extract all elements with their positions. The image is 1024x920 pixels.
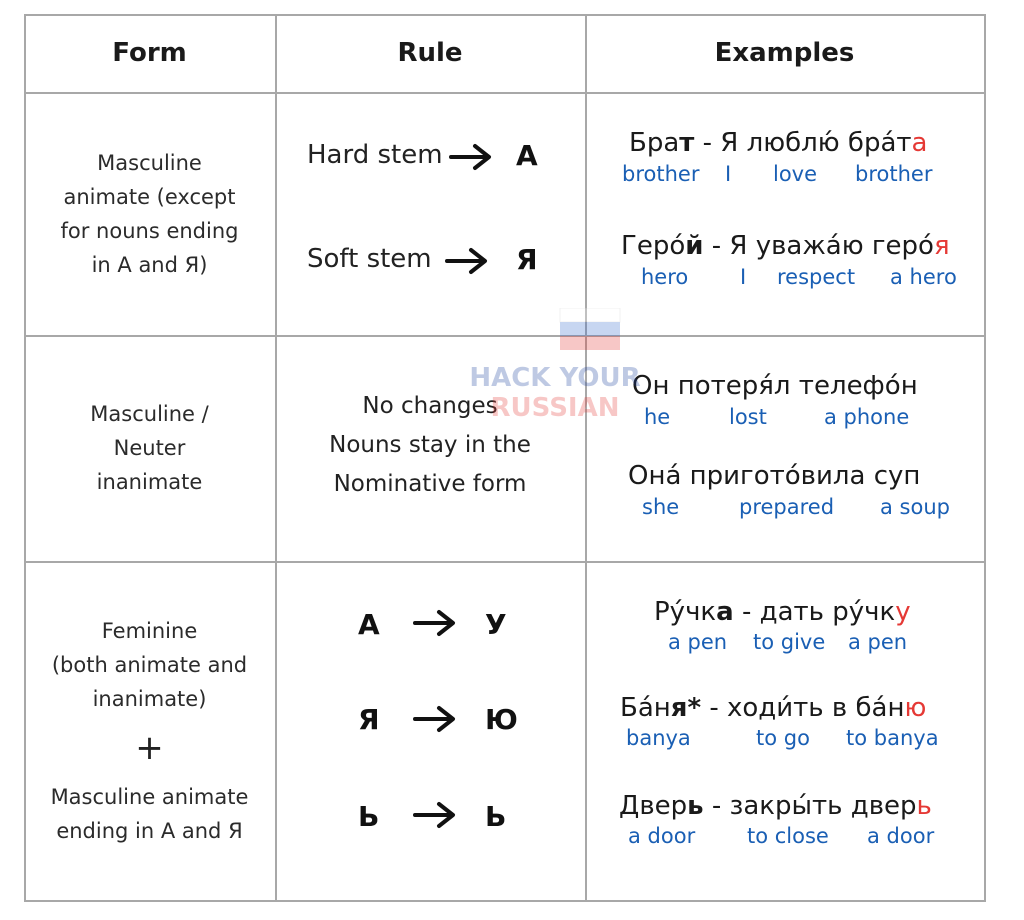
watermark-line: HACK YOUR — [469, 363, 641, 393]
gloss: he — [644, 405, 671, 429]
arrow-right-icon — [413, 800, 457, 830]
gloss: to close — [747, 824, 829, 848]
header-examples: Examples — [714, 38, 855, 68]
form-cell-inanimate — [24, 335, 275, 561]
gloss: respect — [777, 265, 856, 289]
example-sentence: Геро́й - Я уважа́ю геро́я — [621, 231, 950, 261]
form-line: for nouns ending — [60, 218, 239, 243]
gloss: love — [773, 162, 818, 186]
form-line: Masculine / — [90, 402, 209, 426]
gloss: a door — [628, 824, 696, 848]
grid-line — [24, 900, 986, 902]
gloss: brother — [622, 162, 700, 186]
gloss: to go — [756, 726, 810, 750]
example-sentence: Ру́чка - дать ру́чку — [654, 597, 911, 627]
rule-result-letter: А — [516, 139, 538, 172]
rule-from-letter: Ь — [358, 800, 380, 833]
arrow-right-icon — [445, 246, 489, 276]
rule-result-letter: Я — [516, 243, 538, 276]
gloss: brother — [855, 162, 933, 186]
gloss: a door — [867, 824, 935, 848]
plus-sign: + — [135, 727, 164, 768]
example-sentence: Брат - Я люблю́ бра́та — [629, 128, 928, 158]
gloss: to give — [753, 630, 826, 654]
form-line: (both animate and — [51, 652, 248, 677]
rule-from-letter: А — [358, 608, 380, 641]
watermark-line: RUSSIAN — [490, 393, 620, 423]
gloss: banya — [626, 726, 691, 750]
gloss: I — [740, 265, 747, 289]
form-line: inanimate — [96, 470, 203, 494]
arrow-right-icon — [413, 608, 457, 638]
gloss: a pen — [848, 630, 908, 654]
rule-from-letter: Я — [358, 703, 380, 736]
form-cell-masculine-animate — [24, 92, 275, 335]
rule-hard-stem-label: Hard stem — [307, 140, 443, 170]
rule-soft-stem-label: Soft stem — [307, 244, 432, 274]
gloss: lost — [729, 405, 767, 429]
gloss: a pen — [668, 630, 728, 654]
header-form: Form — [112, 38, 187, 68]
form-line: Masculine animate — [50, 784, 249, 809]
rule-to-letter: Ю — [485, 703, 518, 736]
form-line: inanimate) — [92, 686, 207, 711]
declension-table — [24, 14, 986, 902]
gloss: to banya — [846, 726, 939, 750]
rule-line: No changes — [362, 393, 498, 419]
header-rule: Rule — [397, 38, 463, 68]
gloss: a soup — [880, 495, 950, 519]
grid-line — [984, 14, 986, 902]
gloss: a phone — [824, 405, 910, 429]
form-line: ending in А and Я — [56, 818, 243, 843]
rule-line: Nominative form — [333, 471, 527, 497]
form-line: Masculine — [97, 150, 202, 175]
rule-line: Nouns stay in the — [329, 432, 531, 458]
rule-to-letter: У — [485, 608, 507, 641]
rule-to-letter: Ь — [485, 800, 507, 833]
form-line: in А and Я) — [91, 252, 208, 277]
gloss: prepared — [739, 495, 835, 519]
arrow-right-icon — [413, 704, 457, 734]
arrow-right-icon — [449, 142, 493, 172]
form-line: Feminine — [101, 618, 198, 643]
form-line: animate (except — [63, 184, 236, 209]
gloss: hero — [641, 265, 689, 289]
example-sentence: Ба́ня* - ходи́ть в ба́ню — [620, 693, 927, 723]
gloss: I — [725, 162, 732, 186]
gloss: she — [642, 495, 680, 519]
example-sentence: Дверь - закры́ть дверь — [619, 791, 932, 821]
gloss: a hero — [890, 265, 957, 289]
form-cell-feminine — [24, 561, 275, 900]
example-sentence: Он потеря́л телефо́н — [632, 371, 918, 401]
example-sentence: Она́ пригото́вила суп — [628, 461, 921, 491]
grid-line — [585, 14, 587, 902]
form-line: Neuter — [113, 436, 186, 460]
watermark-logo — [450, 308, 660, 458]
